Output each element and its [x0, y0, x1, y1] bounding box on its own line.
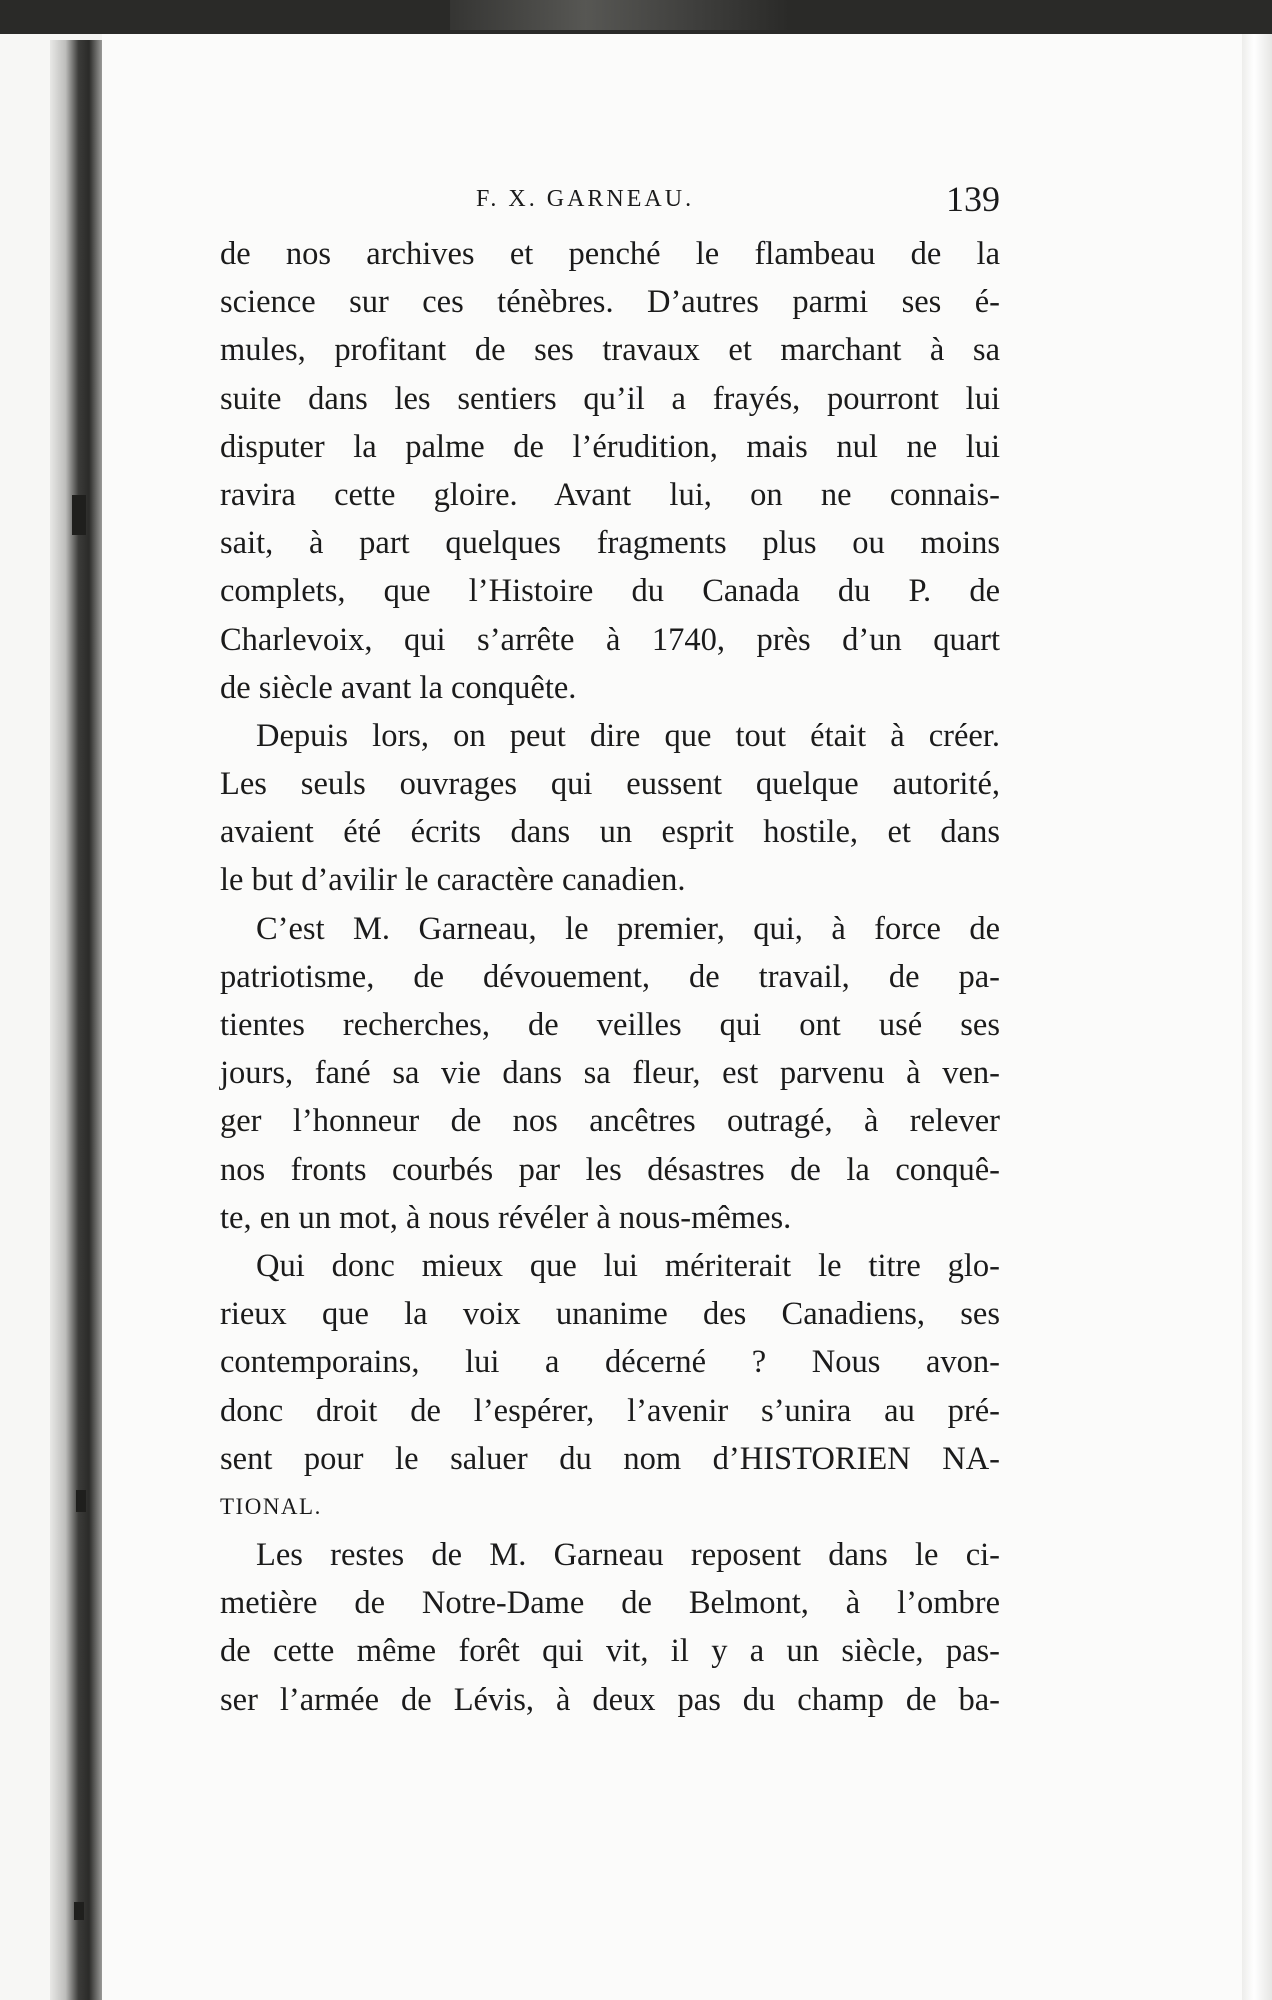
- text-line: ser l’armée de Lévis, à deux pas du champ de ba-: [220, 1681, 1000, 1718]
- text-line: sait, à part quelques fragments plus ou moins: [220, 525, 1000, 562]
- text-line: le but d’avilir le caractère canadien.: [220, 862, 686, 899]
- running-title: F. X. GARNEAU.: [476, 186, 695, 212]
- book-edge-shadow: [450, 0, 790, 30]
- spine-mark: [74, 1902, 84, 1920]
- text-line: sent pour le saluer du nom d’HISTORIEN NA-: [220, 1440, 1000, 1477]
- text-line: TIONAL.: [220, 1493, 322, 1519]
- text-line: te, en un mot, à nous révéler à nous-mêmes.: [220, 1199, 792, 1236]
- text-line: complets, que l’Histoire du Canada du P. de: [220, 573, 1000, 610]
- text-line: disputer la palme de l’érudition, mais nul ne lui: [220, 428, 1000, 465]
- text-line: patriotisme, de dévouement, de travail, de pa-: [220, 958, 1000, 995]
- text-line: tientes recherches, de veilles qui ont usé ses: [220, 1007, 1000, 1043]
- book-spine: [50, 40, 102, 2000]
- text-line: avaient été écrits dans un esprit hostile, et dans: [220, 814, 1000, 851]
- text-line: jours, fané sa vie dans sa fleur, est parvenu à ven-: [220, 1055, 1000, 1092]
- text-line: Depuis lors, on peut dire que tout était à créer.: [256, 717, 1000, 754]
- text-line: donc droit de l’espérer, l’avenir s’unira au pré-: [220, 1392, 1000, 1429]
- text-line: de siècle avant la conquête.: [220, 669, 577, 706]
- text-line: science sur ces ténèbres. D’autres parmi ses é-: [220, 284, 1000, 321]
- text-line: ravira cette gloire. Avant lui, on ne connais-: [220, 476, 1000, 513]
- text-line: Qui donc mieux que lui mériterait le titre glo-: [256, 1247, 1000, 1284]
- body-text: [220, 230, 1000, 1724]
- text-line: ger l’honneur de nos ancêtres outragé, à relever: [220, 1103, 1000, 1140]
- running-header: [220, 178, 1000, 228]
- text-line: metière de Notre-Dame de Belmont, à l’ombre: [220, 1585, 1000, 1622]
- text-line: suite dans les sentiers qu’il a frayés, pourront lui: [220, 380, 1000, 417]
- text-line: Les restes de M. Garneau reposent dans le ci-: [256, 1537, 1000, 1574]
- page-number: 139: [946, 179, 1000, 219]
- scan-top-border: [0, 0, 1272, 34]
- text-line: C’est M. Garneau, le premier, qui, à force de: [256, 910, 1000, 947]
- spine-mark: [72, 495, 86, 535]
- text-line: de cette même forêt qui vit, il y a un siècle, pas-: [220, 1633, 1000, 1670]
- text-line: mules, profitant de ses travaux et marchant à sa: [220, 332, 1000, 369]
- page-right-edge: [1242, 34, 1272, 2000]
- spine-mark: [76, 1490, 86, 1512]
- text-line: Charlevoix, qui s’arrête à 1740, près d’un quart: [220, 621, 1000, 658]
- text-line: contemporains, lui a décerné ? Nous avon-: [220, 1344, 1000, 1381]
- text-line: rieux que la voix unanime des Canadiens, ses: [220, 1296, 1000, 1333]
- text-line: nos fronts courbés par les désastres de la conquê-: [220, 1151, 1000, 1188]
- text-line: de nos archives et penché le flambeau de la: [220, 236, 1000, 272]
- text-line: Les seuls ouvrages qui eussent quelque autorité,: [220, 766, 1000, 803]
